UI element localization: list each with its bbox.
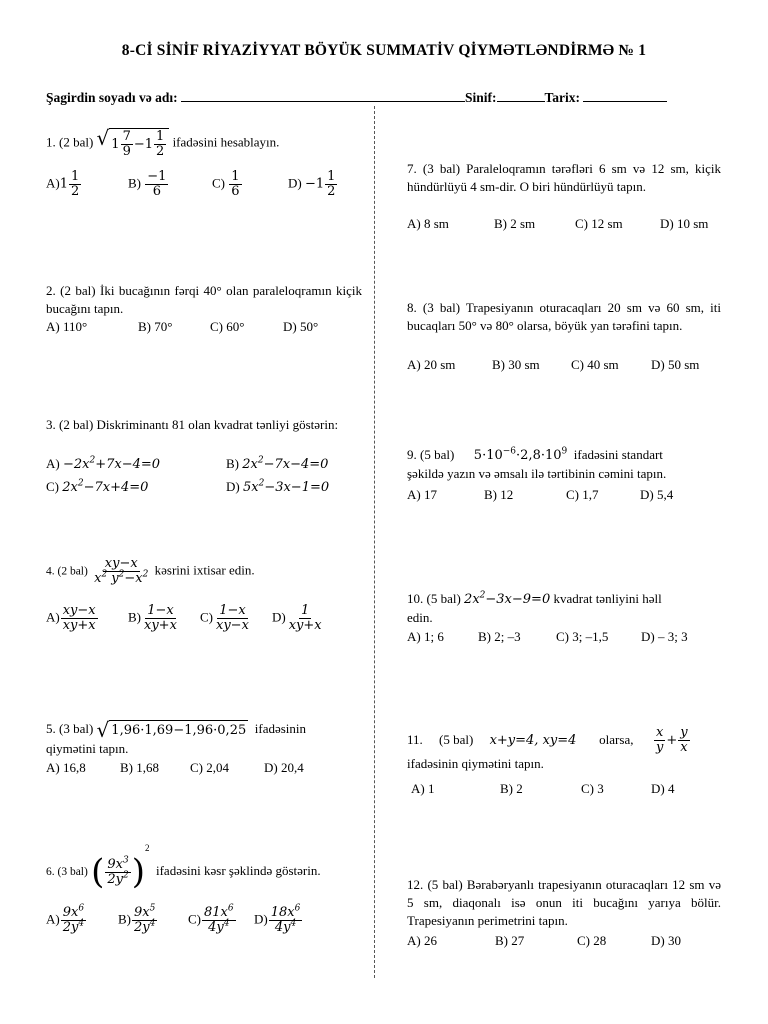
q4-expression: $\frac{xy-x}{x^2 y^2-x^2}$ xyxy=(94,556,149,586)
q6-text: ifadəsini kəsr şəklində göstərin. xyxy=(155,863,321,878)
q11-text2: ifadəsinin qiymətini tapın. xyxy=(407,756,544,771)
q2-option-a[interactable]: A) 110° xyxy=(46,319,88,334)
q11-option-c[interactable]: C) 3 xyxy=(581,781,604,796)
q5-expression: √ 1,96·1,69−1,96·0,25 xyxy=(96,718,247,743)
q9-text: ifadəsini standart xyxy=(573,447,663,462)
question-3: 3. (2 bal) Diskriminantı 81 olan kvadrat tənliyi göstərin: xyxy=(46,417,339,432)
q11-number: 11. xyxy=(407,732,423,747)
q12-option-c[interactable]: C) 28 xyxy=(577,933,607,948)
question-9 xyxy=(407,446,721,483)
class-blank[interactable] xyxy=(497,89,545,102)
student-info-row xyxy=(46,89,726,106)
q1-text: ifadəsini hesablayın. xyxy=(172,134,280,150)
q10-text: kvadrat tənliyini həll xyxy=(553,591,662,606)
q3-option-a[interactable]: $A) -2x^2+7x-4=0$ xyxy=(46,455,161,472)
q6-option-a[interactable]: A) $\frac{9x^6}{2y^4}$ xyxy=(46,903,85,935)
q4-option-c[interactable]: C) $\frac{1-x}{xy-x}$ xyxy=(200,603,249,633)
q5-number: 5. (3 bal) xyxy=(46,721,94,736)
page-title: 8-Cİ SİNİF RİYAZİYYAT BÖYÜK SUMMATİV QİYMƏTLƏNDİRMƏ № 1 xyxy=(121,42,647,59)
q9-expression: $5\cdot 10^{-6}\cdot 2,8\cdot 10^9$ xyxy=(473,446,568,463)
q4-number: 4. (2 bal) xyxy=(46,565,88,578)
q3-option-b[interactable]: B) $2x^2-7x-4=0$ xyxy=(226,455,329,472)
q4-option-a[interactable]: A) $\frac{xy-x}{xy+x}$ xyxy=(46,603,96,633)
q5-option-b[interactable]: B) 1,68 xyxy=(120,760,159,775)
column-divider xyxy=(374,106,375,978)
q11-expression: $\frac{x}{y}$ + $\frac{y}{x}$ xyxy=(655,725,688,755)
date-label: Tarix: xyxy=(544,90,581,105)
q9-option-d[interactable]: D) 5,4 xyxy=(640,487,674,502)
q10-option-a[interactable]: A) 1; 6 xyxy=(407,629,444,644)
question-10 xyxy=(407,590,721,627)
q4-text: kəsrini ixtisar edin. xyxy=(154,562,255,578)
name-blank[interactable] xyxy=(181,89,465,102)
q12-option-a[interactable]: A) 26 xyxy=(407,933,437,948)
q6-option-c[interactable]: C) $\frac{81x^6}{4y^4}$ xyxy=(188,903,234,935)
q10-number: 10. (5 bal) xyxy=(407,591,461,606)
q10-text2: edin. xyxy=(407,610,433,625)
q6-expression: ( $\frac{9x^3}{2y^2}$ )$^2$ xyxy=(91,843,150,893)
q3-option-d[interactable]: D) $5x^2-3x-1=0$ xyxy=(226,478,330,495)
question-6 xyxy=(46,843,362,893)
q1-option-a[interactable]: A)1 $\frac{1}{2}$ xyxy=(46,169,80,199)
q10-option-b[interactable]: B) 2; –3 xyxy=(478,629,521,644)
q1-number: 1. (2 bal) xyxy=(46,134,94,150)
q11-option-d[interactable]: D) 4 xyxy=(651,781,675,796)
question-5 xyxy=(46,720,362,758)
q6-option-d[interactable]: D) $\frac{18x^6}{4y^4}$ xyxy=(254,903,301,935)
q9-option-a[interactable]: A) 17 xyxy=(407,487,437,502)
q8-option-c[interactable]: C) 40 sm xyxy=(571,357,619,372)
q6-number: 6. (3 bal) xyxy=(46,866,88,878)
q11-cond-word: olarsa, xyxy=(599,732,634,747)
date-blank[interactable] xyxy=(583,89,667,102)
q11-bal: (5 bal) xyxy=(439,732,474,747)
q8-option-d[interactable]: D) 50 sm xyxy=(651,357,700,372)
q11-condition: x+y=4, xy=4 xyxy=(489,733,577,748)
q1-option-b[interactable]: B) $\frac{-1}{6}$ xyxy=(128,169,167,199)
q2-option-d[interactable]: D) 50° xyxy=(283,319,319,334)
q3-option-c[interactable]: C) $2x^2-7x+4=0$ xyxy=(46,478,149,495)
q11-option-b[interactable]: B) 2 xyxy=(500,781,523,796)
q11-option-a[interactable]: A) 1 xyxy=(411,781,435,796)
q7-option-d[interactable]: D) 10 sm xyxy=(660,216,709,231)
name-label: Şagirdin soyadı və adı: xyxy=(46,90,178,105)
question-8: 8. (3 bal) Trapesiyanın oturacaqları 20 sm və 60 sm, iti bucaqları 50° və 80° olarsa, böyük yan tərəfini tapın. xyxy=(407,300,721,333)
q7-option-a[interactable]: A) 8 sm xyxy=(407,216,449,231)
question-11 xyxy=(407,726,721,773)
q7-option-b[interactable]: B) 2 sm xyxy=(494,216,536,231)
q2-option-c[interactable]: C) 60° xyxy=(210,319,245,334)
q5-text2: qiymətini tapın. xyxy=(46,741,129,757)
q12-option-d[interactable]: D) 30 xyxy=(651,933,681,948)
q2-option-b[interactable]: B) 70° xyxy=(138,319,173,334)
q9-number: 9. (5 bal) xyxy=(407,447,455,462)
q10-option-c[interactable]: C) 3; –1,5 xyxy=(556,629,609,644)
q9-option-c[interactable]: C) 1,7 xyxy=(566,487,599,502)
q1-option-c[interactable]: C) $\frac{1}{6}$ xyxy=(212,169,240,199)
q5-option-c[interactable]: C) 2,04 xyxy=(190,760,229,775)
q5-option-d[interactable]: D) 20,4 xyxy=(264,760,304,775)
q4-option-d[interactable]: D) $\frac{1}{xy+x}$ xyxy=(272,603,322,633)
class-label: Sinif: xyxy=(465,90,497,105)
q9-option-b[interactable]: B) 12 xyxy=(484,487,514,502)
q12-option-b[interactable]: B) 27 xyxy=(495,933,525,948)
q4-option-b[interactable]: B) $\frac{1-x}{xy+x}$ xyxy=(128,603,177,633)
q9-text2: şəkildə yazın və əmsalı ilə tərtibinin cəmini tapın. xyxy=(407,466,667,481)
question-12: 12. (5 bal) Bərabəryanlı trapesiyanın oturacaqları 12 sm və 5 sm, diaqonalı isə onun iti bucağını yarıya bölür. Trapesiyanın perimetrini tapın. xyxy=(407,877,721,928)
question-4 xyxy=(46,557,362,586)
q1-option-d[interactable]: D) −1 $\frac{1}{2}$ xyxy=(288,169,336,199)
q6-option-b[interactable]: B) $\frac{9x^5}{2y^4}$ xyxy=(118,903,156,935)
q10-expression: $2x^2-3x-9=0$ xyxy=(464,590,551,607)
question-1 xyxy=(46,128,362,159)
q8-option-b[interactable]: B) 30 sm xyxy=(492,357,540,372)
q7-option-c[interactable]: C) 12 sm xyxy=(575,216,623,231)
question-7: 7. (3 bal) Paraleloqramın tərəfləri 6 sm və 12 sm, kiçik hündürlüyü 4 sm-dir. O biri hündürlüyü tapın. xyxy=(407,161,721,194)
q1-expression: √ 1 $\frac{7}{9}$ −1 $\frac{1}{2}$ xyxy=(97,128,170,159)
q8-option-a[interactable]: A) 20 sm xyxy=(407,357,456,372)
q10-option-d[interactable]: D) – 3; 3 xyxy=(641,629,688,644)
question-2: 2. (2 bal) İki bucağının fərqi 40° olan paraleloqramın kiçik bucağını tapın. xyxy=(46,283,362,316)
q5-text: ifadəsinin xyxy=(254,721,307,736)
q5-option-a[interactable]: A) 16,8 xyxy=(46,760,86,775)
